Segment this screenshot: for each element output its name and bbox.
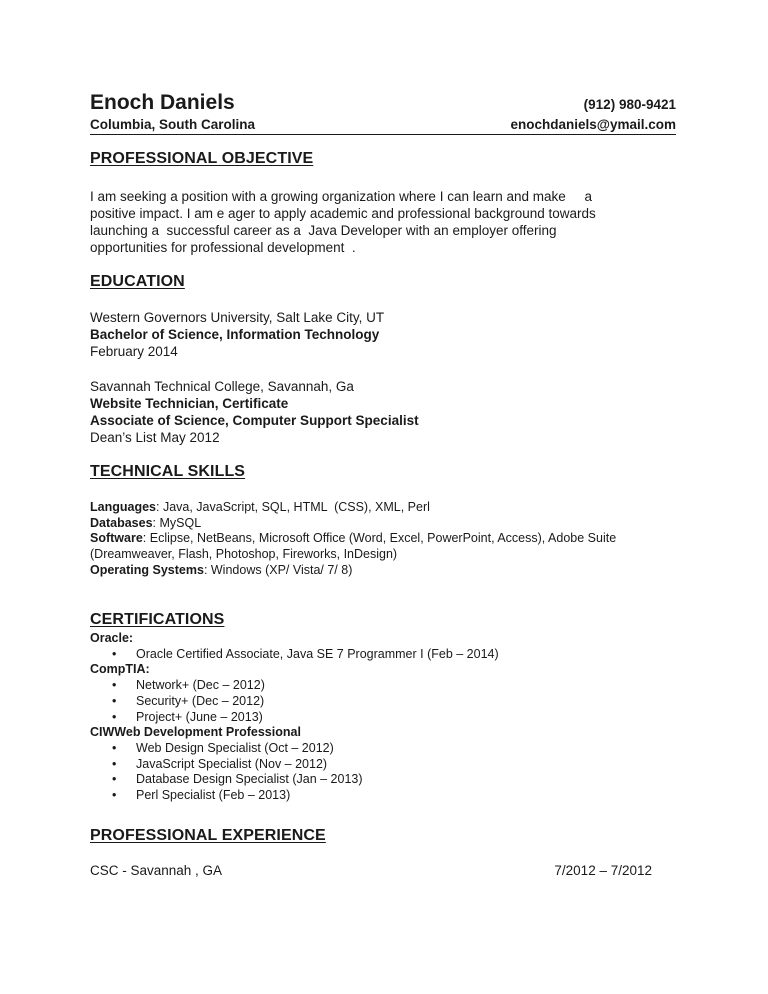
skills-list [90, 500, 690, 579]
objective-line: positive impact. I am e ager to apply academic and professional background towards [90, 206, 596, 221]
skill-software-continued: (Dreamweaver, Flash, Photoshop, Fireworks, InDesign) [90, 547, 398, 562]
graduation-date: February 2014 [90, 344, 178, 359]
skill-value: : Java, JavaScript, SQL, HTML (CSS), XML, Perl [156, 500, 430, 514]
skill-label: Databases [90, 515, 153, 530]
phone-number: (912) 980-9421 [583, 97, 676, 112]
skill-value: : Windows (XP/ Vista/ 7/ 8) [203, 562, 353, 577]
email-address: enochdaniels@ymail.com [510, 117, 676, 132]
skill-value: : Eclipse, NetBeans, Microsoft Office (Word, Excel, PowerPoint, Access), Adobe Suite [142, 531, 617, 546]
contact-row [90, 116, 676, 135]
objective-text [90, 188, 690, 256]
skill-label: Operating Systems [90, 562, 204, 577]
honors-note: Dean’s List May 2012 [90, 430, 220, 445]
ciw-cert-list [90, 741, 690, 804]
list-item: • Network+ (Dec – 2012) [90, 678, 690, 694]
location: Columbia, South Carolina [90, 117, 256, 132]
cert-group-comptia: CompTIA: [90, 662, 150, 677]
experience-heading: PROFESSIONAL EXPERIENCE [90, 827, 326, 844]
comptia-cert-list [90, 678, 690, 725]
certifications-heading: CERTIFICATIONS [90, 611, 225, 628]
skill-label: Languages [90, 500, 156, 514]
school-name: Western Governors University, Salt Lake City, UT [90, 310, 385, 325]
cert-group-ciw: CIWWeb Development Professional [90, 725, 301, 740]
cert-group-oracle: Oracle: [90, 631, 134, 645]
objective-heading: PROFESSIONAL OBJECTIVE [90, 150, 314, 167]
skill-value: : MySQL [152, 515, 202, 530]
skills-heading: TECHNICAL SKILLS [90, 463, 246, 480]
certificate: Website Technician, Certificate [90, 396, 289, 411]
list-item: • Oracle Certified Associate, Java SE 7 Programmer I (Feb – 2014) [90, 647, 690, 663]
degree: Bachelor of Science, Information Technology [90, 327, 380, 342]
employment-dates: 7/2012 – 7/2012 [554, 863, 652, 878]
list-item: • Database Design Specialist (Jan – 2013) [90, 772, 690, 788]
education-school-1 [90, 309, 690, 360]
list-item: • Web Design Specialist (Oct – 2012) [90, 741, 690, 757]
education-heading: EDUCATION [90, 273, 185, 290]
oracle-cert-list [90, 647, 690, 663]
skill-label: Software [90, 531, 143, 546]
skill-languages [90, 500, 690, 516]
list-item: • Security+ (Dec – 2012) [90, 694, 690, 710]
objective-line: launching a successful career as a Java Developer with an employer offering [90, 223, 557, 238]
list-item: • Perl Specialist (Feb – 2013) [90, 788, 690, 804]
skill-databases [90, 516, 690, 532]
employer: CSC - Savannah , GA [90, 863, 223, 878]
experience-entry [90, 862, 652, 879]
school-name: Savannah Technical College, Savannah, Ga [90, 379, 354, 394]
skill-software [90, 531, 690, 547]
certifications-list [90, 631, 690, 804]
name-row [90, 90, 676, 116]
skill-os [90, 563, 690, 579]
list-item: • JavaScript Specialist (Nov – 2012) [90, 757, 690, 773]
list-item: • Project+ (June – 2013) [90, 710, 690, 726]
candidate-name: Enoch Daniels [90, 91, 235, 114]
resume-header [90, 90, 676, 135]
objective-line: opportunities for professional development . [90, 240, 356, 255]
objective-line: I am seeking a position with a growing organization where I can learn and make a [90, 189, 593, 204]
education-school-2 [90, 378, 690, 446]
degree: Associate of Science, Computer Support Specialist [90, 413, 419, 428]
